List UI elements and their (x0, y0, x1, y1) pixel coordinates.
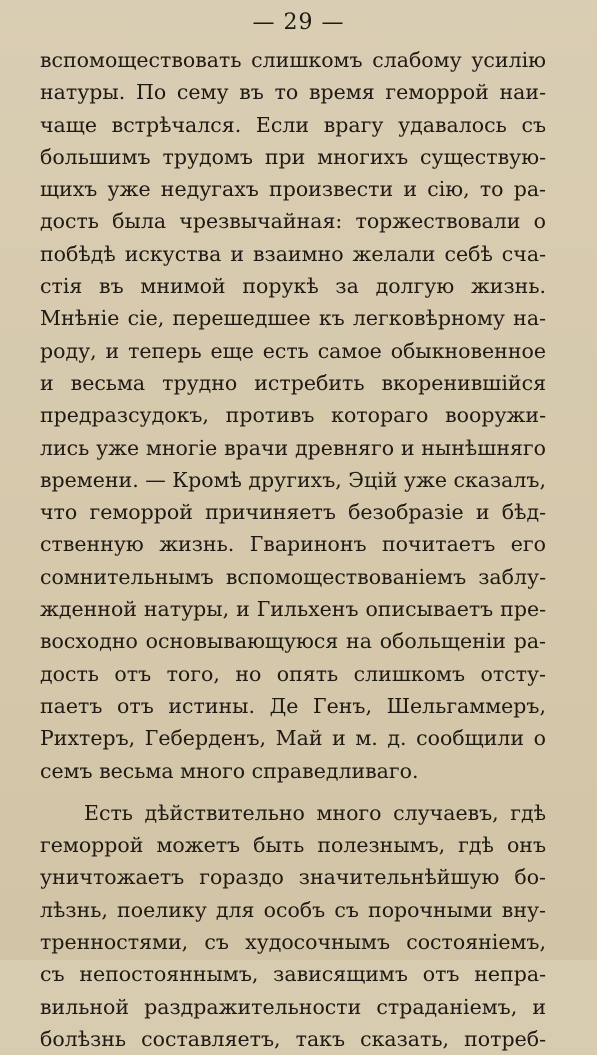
text-line: восходно основывающуюся на обольщеніи ра- (40, 629, 546, 654)
text-line: сомнительнымъ вспомоществованіемъ заблу- (40, 564, 546, 589)
text-line: уничтожаетъ гораздо значительнѣйшую бо- (40, 865, 546, 890)
text-line: Рихтеръ, Геберденъ, Май и м. д. сообщили о (40, 726, 546, 751)
text-line: времени. — Кромѣ другихъ, Эцій уже сказалъ, (40, 467, 546, 492)
text-line: семъ весьма много справедливаго. (40, 758, 419, 783)
text-line: лись уже многіе врачи древняго и нынѣшняго (40, 435, 546, 460)
text-line: чаще встрѣчался. Если врагу удавалось съ (40, 112, 546, 137)
text-line: тренностями, съ худосочнымъ состояніемъ, (40, 930, 546, 955)
paragraph-2 (40, 797, 546, 1055)
text-line: стія въ мнимой порукѣ за долгую жизнь. (40, 274, 546, 299)
text-line: роду, и теперь еще есть самое обыкновенное (40, 338, 546, 363)
text-line: большимъ трудомъ при многихъ существую- (40, 144, 546, 169)
paragraph-gap (40, 787, 546, 797)
text-line: и весьма трудно истребить вкоренившійся (40, 370, 546, 395)
text-line: дость отъ того, но опять слишкомъ отсту- (40, 661, 546, 686)
text-line: жденной натуры, и Гильхенъ описываетъ пре- (40, 597, 546, 622)
text-line: геморрой можетъ быть полезнымъ, гдѣ онъ (40, 833, 546, 858)
body-text (40, 44, 546, 1055)
text-line: паетъ отъ истины. Де Генъ, Шельгаммеръ, (40, 693, 546, 718)
text-line: Мнѣніе сіе, перешедшее къ легковѣрному на- (40, 306, 546, 331)
text-line: лѣзнь, поелику для особъ съ порочными вну- (40, 897, 546, 922)
text-line: дость была чрезвычайная: торжествовали о (40, 209, 546, 234)
page-number: — 29 — (252, 10, 345, 35)
paragraph-1 (40, 44, 546, 787)
text-line: Есть дѣйствительно много случаевъ, гдѣ (84, 800, 546, 825)
text-line: ственную жизнь. Гваринонъ почитаетъ его (40, 532, 546, 557)
text-line: щихъ уже недугахъ произвести и сію, то ра- (40, 177, 546, 202)
text-line: съ непостояннымъ, зависящимъ отъ непра- (40, 962, 546, 987)
text-line: предразсудокъ, противъ котораго вооружи- (40, 403, 546, 428)
text-line: что геморрой причиняетъ безобразіе и бѣд- (40, 500, 546, 525)
text-line: побѣдѣ искуства и взаимно желали себѣ сча- (40, 241, 546, 266)
text-line: болѣзнь составляетъ, такъ сказать, потреб- (40, 1026, 546, 1051)
text-line: натуры. По сему въ то время геморрой наи- (40, 80, 546, 105)
text-line: вспомоществовать слишкомъ слабому усилію (40, 48, 546, 72)
text-line: вильной раздражительности страданіемъ, и (40, 994, 546, 1019)
